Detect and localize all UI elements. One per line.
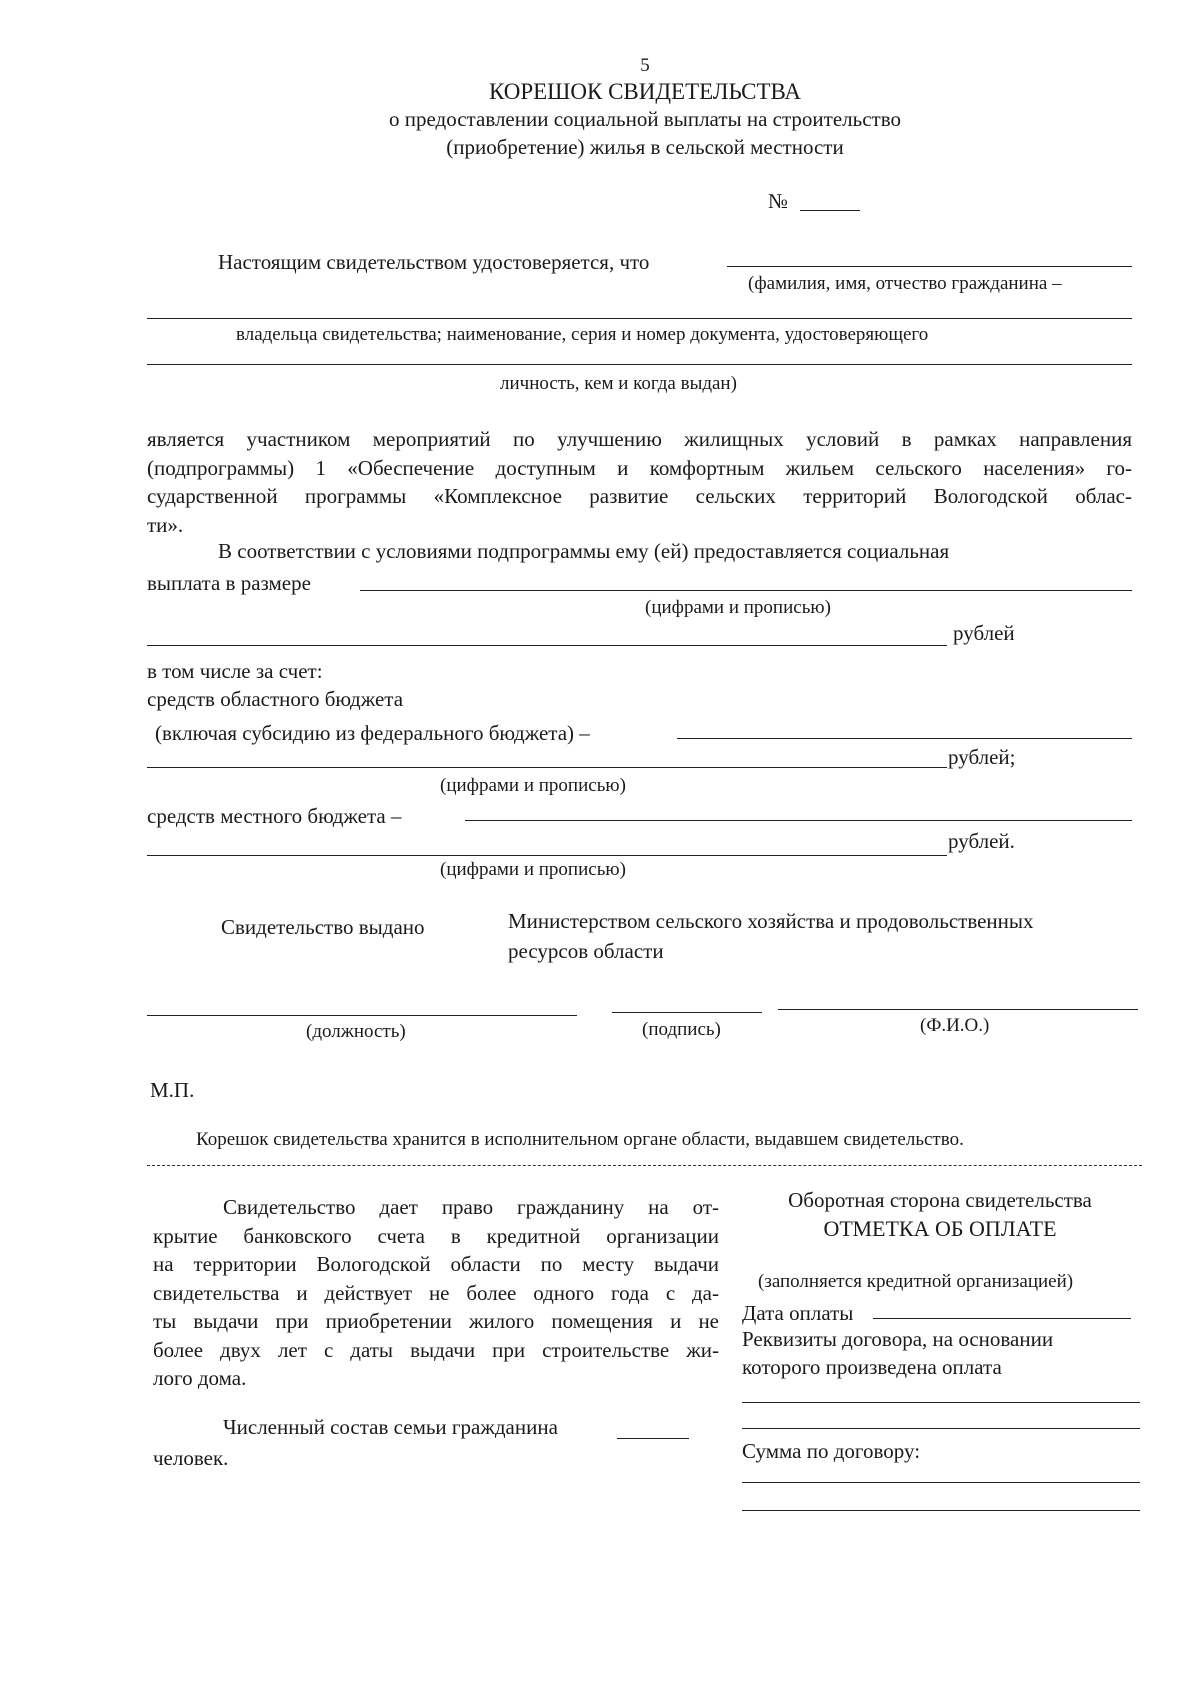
contract-details-1: Реквизиты договора, на основании — [742, 1327, 1054, 1351]
holder-hint-3: личность, кем и когда выдан) — [500, 373, 737, 394]
position-hint: (должность) — [306, 1021, 406, 1042]
holder-hint-2: владельца свидетельства; наименование, серия и номер документа, удостоверяющего — [236, 324, 929, 345]
stamp-mark: М.П. — [150, 1078, 195, 1102]
signature-field[interactable] — [612, 1012, 762, 1013]
reverse-heading: Оборотная сторона свидетельства — [788, 1188, 1092, 1212]
amount-hint: (цифрами и прописью) — [645, 597, 831, 618]
rights-line-6: более двух лет с даты выдачи при строительстве жи- — [153, 1337, 719, 1362]
holder-hint-1: (фамилия, имя, отчество гражданина – — [748, 273, 1062, 294]
subtitle-line-2: (приобретение) жилья в сельской местности — [446, 135, 844, 159]
certify-text: Настоящим свидетельством удостоверяется, что — [218, 250, 650, 274]
amount-field[interactable] — [360, 590, 1132, 591]
family-count-field[interactable] — [617, 1438, 689, 1439]
amount-rubles: рублей — [953, 621, 1015, 645]
contract-sum-label: Сумма по договору: — [742, 1439, 921, 1463]
local-amount-field-2[interactable] — [147, 855, 947, 856]
amount-label: выплата в размере — [147, 571, 311, 595]
page-title: КОРЕШОК СВИДЕТЕЛЬСТВА — [488, 79, 802, 104]
participant-line-4: ти». — [147, 512, 184, 537]
regional-amount-field[interactable] — [677, 738, 1132, 739]
subtitle-line-1: о предоставлении социальной выплаты на строительство — [389, 107, 901, 131]
reverse-title: ОТМЕТКА ОБ ОПЛАТЕ — [823, 1216, 1057, 1241]
contract-sum-field-1[interactable] — [742, 1482, 1140, 1483]
regional-hint: (цифрами и прописью) — [440, 775, 626, 796]
local-amount-field[interactable] — [465, 820, 1132, 821]
rights-paragraph — [153, 1193, 719, 1393]
holder-name-field[interactable] — [727, 266, 1132, 267]
participant-paragraph — [147, 425, 1132, 539]
number-field[interactable] — [800, 210, 860, 211]
rights-line-1: Свидетельство дает право гражданину на от- — [223, 1195, 719, 1219]
amount-field-2[interactable] — [147, 645, 947, 646]
including-label: в том числе за счет: — [147, 659, 323, 683]
rights-line-3: на территории Вологодской области по месту выдачи — [153, 1252, 719, 1276]
regional-amount-field-2[interactable] — [147, 767, 947, 768]
payment-provided-text: В соответствии с условиями подпрограммы ему (ей) предоставляется социальная — [218, 539, 950, 563]
participant-line-1: является участником мероприятий по улучшению жилищных условий в рамках направления — [147, 427, 1132, 451]
contract-details-2: которого произведена оплата — [742, 1355, 1002, 1379]
cut-line — [147, 1165, 1142, 1166]
rights-line-2: крытие банковского счета в кредитной организации — [153, 1223, 719, 1248]
contract-details-field-1[interactable] — [742, 1402, 1140, 1403]
holder-name-field-2[interactable] — [147, 318, 1132, 319]
rights-line-5: ты выдачи при приобретении жилого помещения и не — [153, 1309, 719, 1333]
contract-details-field-2[interactable] — [742, 1428, 1140, 1429]
holder-id-field[interactable] — [147, 364, 1132, 365]
page-number: 5 — [640, 55, 650, 76]
storage-note: Корешок свидетельства хранится в исполнительном органе области, выдавшем свидетельство. — [196, 1129, 964, 1150]
federal-subsidy-label: (включая субсидию из федерального бюджета) – — [155, 721, 590, 745]
issued-by-line-2: ресурсов области — [508, 939, 664, 963]
fio-hint: (Ф.И.О.) — [920, 1015, 990, 1036]
local-hint: (цифрами и прописью) — [440, 859, 626, 880]
number-label: № — [768, 189, 789, 213]
signature-hint: (подпись) — [642, 1019, 721, 1040]
reverse-filled-by: (заполняется кредитной организацией) — [758, 1271, 1074, 1292]
persons-label: человек. — [153, 1446, 229, 1470]
rights-line-4: свидетельства и действует не более одного года с да- — [153, 1280, 719, 1305]
fio-field[interactable] — [778, 1009, 1138, 1010]
local-rubles: рублей. — [948, 829, 1015, 853]
rights-line-7: лого дома. — [153, 1366, 247, 1390]
regional-budget-label: средств областного бюджета — [147, 687, 404, 711]
issued-label: Свидетельство выдано — [221, 915, 425, 939]
local-budget-label: средств местного бюджета – — [147, 804, 402, 828]
contract-sum-field-2[interactable] — [742, 1510, 1140, 1511]
participant-line-2: (подпрограммы) 1 «Обеспечение доступным и комфортным жильем сельского населения» го- — [147, 455, 1132, 480]
payment-date-field[interactable] — [873, 1318, 1131, 1319]
position-field[interactable] — [147, 1015, 577, 1016]
issued-by-line-1: Министерством сельского хозяйства и продовольственных — [508, 909, 1034, 933]
payment-date-label: Дата оплаты — [742, 1301, 854, 1325]
family-label: Численный состав семьи гражданина — [223, 1415, 558, 1439]
regional-rubles: рублей; — [948, 745, 1016, 769]
participant-line-3: сударственной программы «Комплексное развитие сельских территорий Вологодской облас- — [147, 484, 1132, 508]
